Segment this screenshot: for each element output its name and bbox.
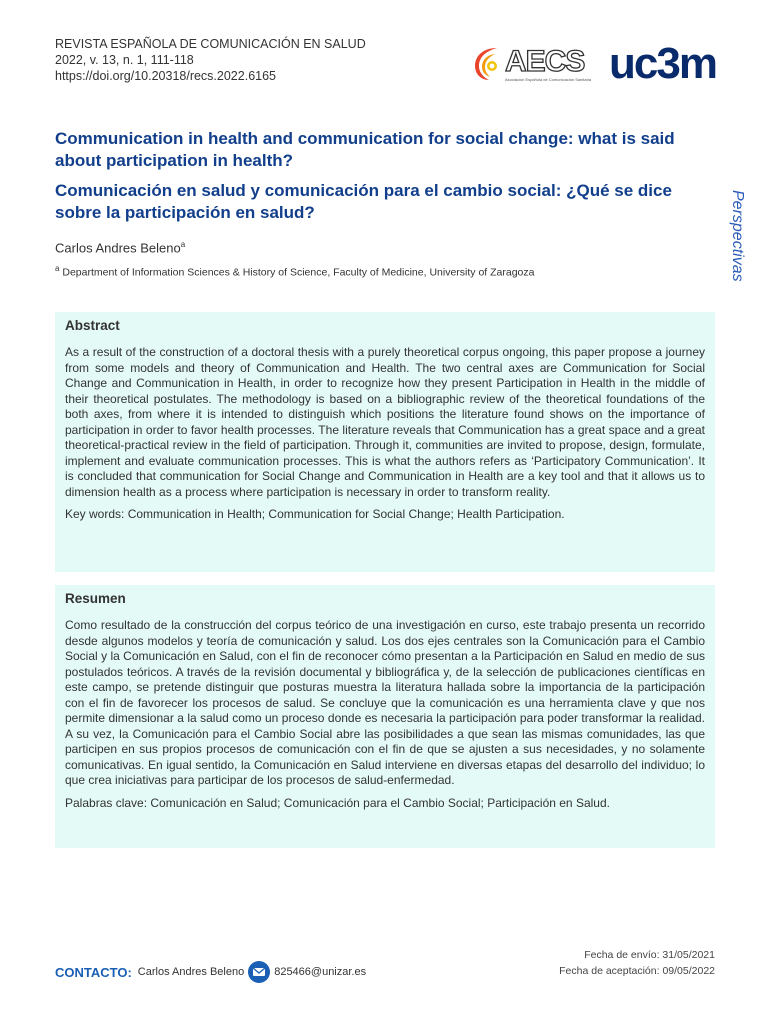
journal-header <box>55 36 366 84</box>
title-spanish: Comunicación en salud y comunicación para el cambio social: ¿Qué se dice sobre la participación en salud? <box>55 181 672 222</box>
aecs-wordmark: AECS <box>504 44 585 78</box>
aecs-emblem-icon <box>471 44 501 84</box>
affiliation-line <box>55 264 535 279</box>
aecs-logo <box>471 44 591 84</box>
resumen-keywords: Palabras clave: Comunicación en Salud; Comunicación para el Cambio Social; Participación en Salud. <box>65 795 610 810</box>
aecs-subtitle: Asociación Española de Comunicación Sanitaria <box>504 76 592 82</box>
contact-line <box>55 960 366 984</box>
contact-email[interactable]: 825466@unizar.es <box>274 966 367 978</box>
section-label: Perspectivas <box>729 190 746 282</box>
date-sent: Fecha de envío: 31/05/2021 <box>584 949 715 961</box>
journal-name: REVISTA ESPAÑOLA DE COMUNICACIÓN EN SALUD <box>55 37 366 51</box>
date-accepted: Fecha de aceptación: 09/05/2022 <box>559 965 715 977</box>
resumen-heading: Resumen <box>65 591 126 606</box>
contact-name: Carlos Andres Beleno <box>137 966 245 978</box>
author-name: Carlos Andres Beleno <box>55 240 181 256</box>
contact-label: CONTACTO: <box>55 964 132 980</box>
submission-dates <box>559 947 715 979</box>
author-line <box>55 240 185 255</box>
affiliation-text: Department of Information Sciences & History of Science, Faculty of Medicine, University of Zaragoza <box>62 266 535 279</box>
abstract-box <box>55 312 715 572</box>
resumen-body: Como resultado de la construcción del corpus teórico de una investigación en curso, este trabajo presenta un recorrido desde algunos modelos y teoría de comunicación y salud. Los dos ejes centrales son la Comunicación para el Cambio Social y la Comunicación en Salud, con el fin de reconocer cómo presentan a la Participación en Salud en medio de sus postulados teóricos. A través de la revisión documental y bibliográfica y, de la selección de publicaciones científicas en este campo, se pretende distinguir que posturas muestra la literatura hallada sobre la importancia de la participación con el fin de favorecer los procesos de salud. Se concluye que la comunicación es una herramienta clave y que nos permite dimensionar a la salud como un proceso donde es necesaria la participación para poder transformar la realidad. A su vez, la Comunicación para el Cambio Social abre las posibilidades a que sean las mismas comunidades, las que participen en sus propios procesos de comunicación con el fin de que se ajusten a sus necesidades, y no solamente comunicativas. En igual sentido, la Comunicación en Salud interviene en diversas etapas del desarrollo del individuo; lo que crea iniciativas para participar de los procesos de salud-enfermedad. <box>65 618 705 787</box>
affiliation-mark: a <box>55 264 60 273</box>
resumen-box <box>55 585 715 848</box>
author-affiliation-mark: a <box>180 240 186 249</box>
mail-icon[interactable] <box>247 960 271 984</box>
abstract-heading: Abstract <box>65 318 120 333</box>
doi-link[interactable]: https://doi.org/10.20318/recs.2022.6165 <box>55 69 276 83</box>
abstract-keywords: Key words: Communication in Health; Communication for Social Change; Health Participation. <box>65 507 565 521</box>
abstract-body: As a result of the construction of a doctoral thesis with a purely theoretical corpus ongoing, this paper propose a journey from some models and theory of Communication and Health. The two central axes are Communication for Social Change and Communication in Health, in order to recognize how they present Participation in Health in the middle of their theoretical postulates. The methodology is based on a bibliographic review of the theoretical foundations of the both axes, from where it is intended to distinguish which positions the literature found shows on the importance of participation in order to favor health processes. The literature reveals that Communication has a great space and a great theoretical-practical review in the field of participation. Through it, communities are invited to propose, design, formulate, implement and evaluate communication processes. This is what the authors refers as ‘Participatory Communication’. It is concluded that communication for Social Change and Communication in Health are a key tool and that it allows us to dimension health as a process where participation is necessary in order to transform reality. <box>65 345 705 499</box>
volume-info: 2022, v. 13, n. 1, 111-118 <box>55 53 194 67</box>
logo-bar <box>471 40 716 88</box>
title-english: Communication in health and communication for social change: what is said about participation in health? <box>55 129 675 170</box>
uc3m-logo: uc3m <box>609 39 716 88</box>
